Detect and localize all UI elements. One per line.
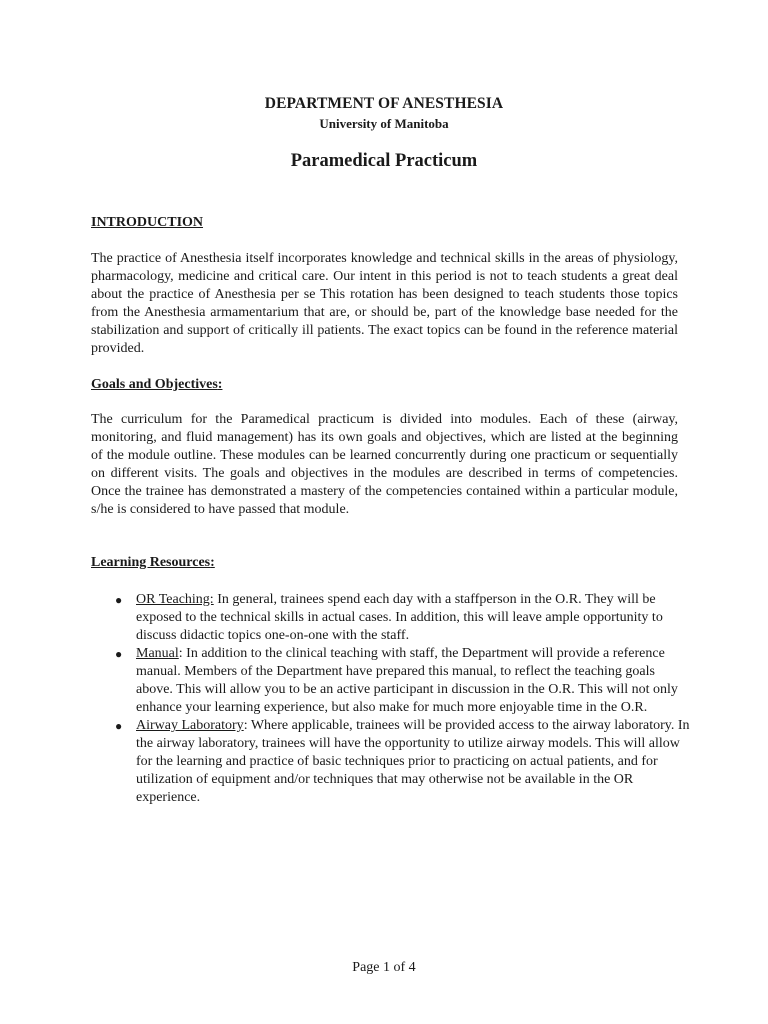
list-item-text: : In addition to the clinical teaching with staff, the Department will provide a reference manual. Members of the Department have prepared this manual, to reflect the teaching goals above. This will allow you to be an active participant in discussion in the O.R. This will not only enhance your learning experience, but also make for much more enjoyable time in the O.R. <box>136 646 678 715</box>
introduction-heading: INTRODUCTION <box>91 215 204 230</box>
list-item-term: OR Teaching: <box>136 592 214 607</box>
list-item-or-teaching <box>91 591 691 645</box>
goals-heading <box>91 377 222 393</box>
list-item-text: : Where applicable, trainees will be provided access to the airway laboratory. In the airway laboratory, trainees will have the opportunity to utilize airway models. This will allow for the learning and practice of basic techniques prior to practicing on actual patients, and for utilization of equipment and/or techniques that may otherwise not be available in the OR experience. <box>136 718 690 805</box>
bullet-icon: ● <box>115 719 123 733</box>
list-item-text: In general, trainees spend each day with a staffperson in the O.R. They will be exposed to the technical skills in actual cases. In addition, this will leave ample opportunity to discuss didactic topics one-on-one with the staff. <box>136 592 663 643</box>
bullet-icon: ● <box>115 647 123 661</box>
list-item-term: Manual <box>136 646 179 661</box>
resources-list <box>91 591 691 807</box>
resources-heading-colon: : <box>210 555 215 570</box>
introduction-paragraph: The practice of Anesthesia itself incorporates knowledge and technical skills in the areas of physiology, pharmacology, medicine and critical care. Our intent in this period is not to teach students a great deal about the practice of Anesthesia per se This rotation has been designed to teach students those topics from the Anesthesia armamentarium that are, or should be, part of the knowledge base needed for the stabilization and support of critically ill patients. The exact topics can be found in the reference material provided. <box>91 251 678 356</box>
department-title: DEPARTMENT OF ANESTHESIA <box>264 95 504 112</box>
bullet-icon: ● <box>115 593 123 607</box>
list-item-term: Airway Laboratory <box>136 718 244 733</box>
goals-heading-label: Goals and Objectives <box>91 377 218 392</box>
resources-heading <box>91 555 215 571</box>
goals-paragraph: The curriculum for the Paramedical practicum is divided into modules. Each of these (airway, monitoring, and fluid management) has its own goals and objectives, which are listed at the beginning of the module outline. These modules can be learned concurrently during one practicum or sequentially on different visits. The goals and objectives in the modules are described in terms of competencies. Once the trainee has demonstrated a mastery of the competencies contained within a particular module, s/he is considered to have passed that module. <box>91 412 678 517</box>
document-title: Paramedical Practicum <box>290 151 478 171</box>
university-name: University of Manitoba <box>319 116 449 131</box>
list-item-airway-laboratory <box>91 717 691 807</box>
page-number: Page 1 of 4 <box>352 960 416 975</box>
resources-heading-label: Learning Resources <box>91 555 211 570</box>
goals-heading-colon: : <box>217 377 223 392</box>
list-item-manual <box>91 645 691 717</box>
